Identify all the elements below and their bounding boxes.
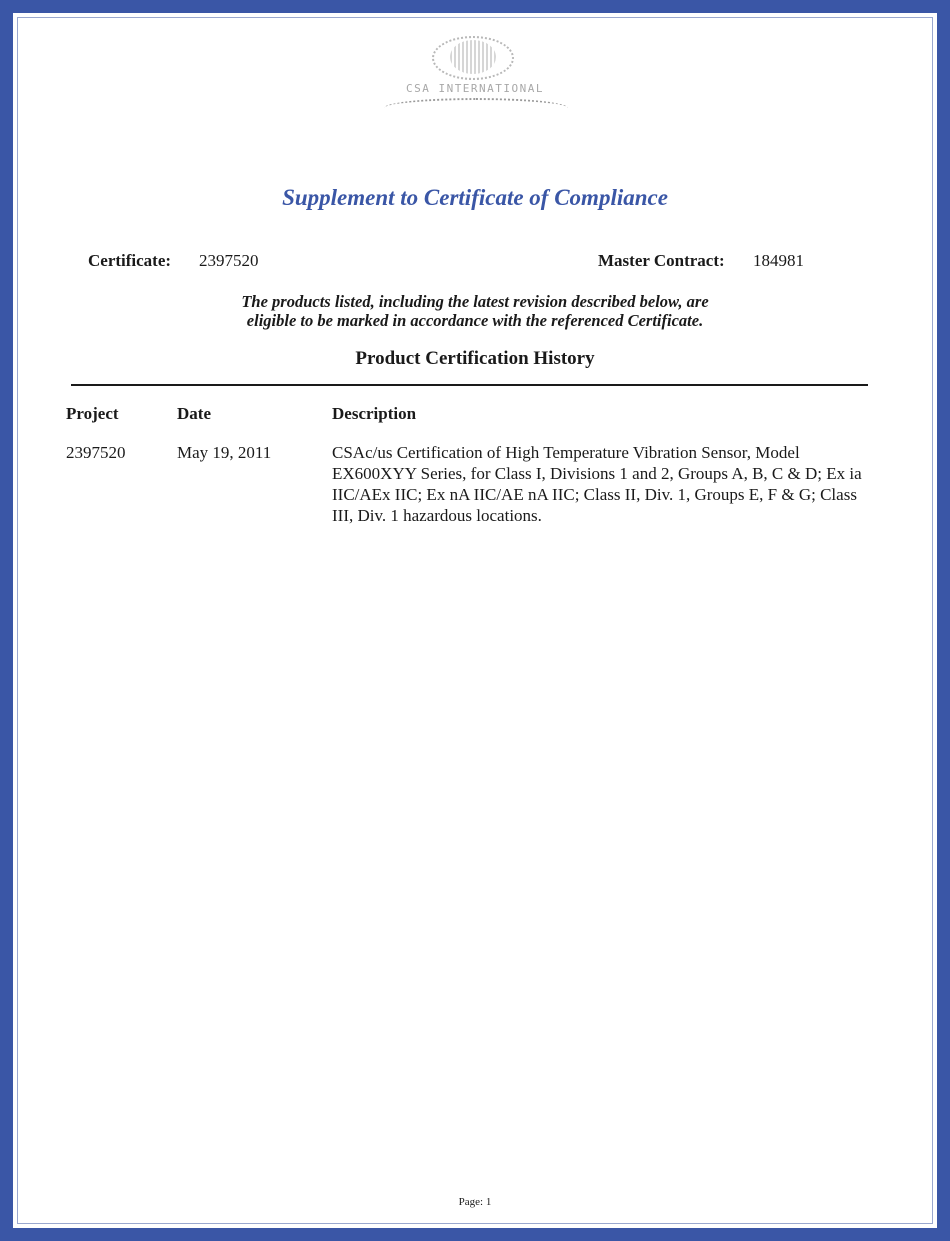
description-line: EX600XYY Series, for Class I, Divisions 1 and 2, Groups A, B, C & D; Ex ia — [332, 464, 862, 483]
certificate-number: 2397520 — [199, 251, 259, 270]
document-title: Supplement to Certificate of Compliance — [282, 185, 668, 210]
column-header-description: Description — [332, 404, 417, 423]
description-line: IIC/AEx IIC; Ex nA IIC/AE nA IIC; Class II, Div. 1, Groups E, F & G; Class — [332, 485, 857, 504]
page-number: Page: 1 — [458, 1196, 492, 1208]
column-header-project: Project — [66, 404, 119, 423]
eligibility-notice — [0, 292, 950, 330]
notice-line: eligible to be marked in accordance with the referenced Certificate. — [246, 311, 704, 330]
row-project: 2397520 — [66, 443, 126, 462]
logo-arc-icon — [384, 98, 568, 118]
logo-emblem-icon — [450, 40, 496, 74]
logo-wordmark: CSA INTERNATIONAL — [405, 82, 545, 95]
history-heading: Product Certification History — [355, 348, 595, 369]
section-divider — [71, 384, 868, 386]
row-date: May 19, 2011 — [177, 443, 272, 462]
master-contract-number: 184981 — [753, 251, 804, 270]
row-description — [332, 442, 872, 526]
description-line: III, Div. 1 hazardous locations. — [332, 506, 542, 525]
column-header-date: Date — [177, 404, 211, 423]
notice-line: The products listed, including the latest revision described below, are — [241, 292, 709, 311]
csa-international-logo — [380, 34, 570, 120]
master-contract-label: Master Contract: — [598, 251, 725, 270]
description-line: CSAc/us Certification of High Temperature Vibration Sensor, Model — [332, 443, 800, 462]
certificate-label: Certificate: — [88, 251, 172, 270]
